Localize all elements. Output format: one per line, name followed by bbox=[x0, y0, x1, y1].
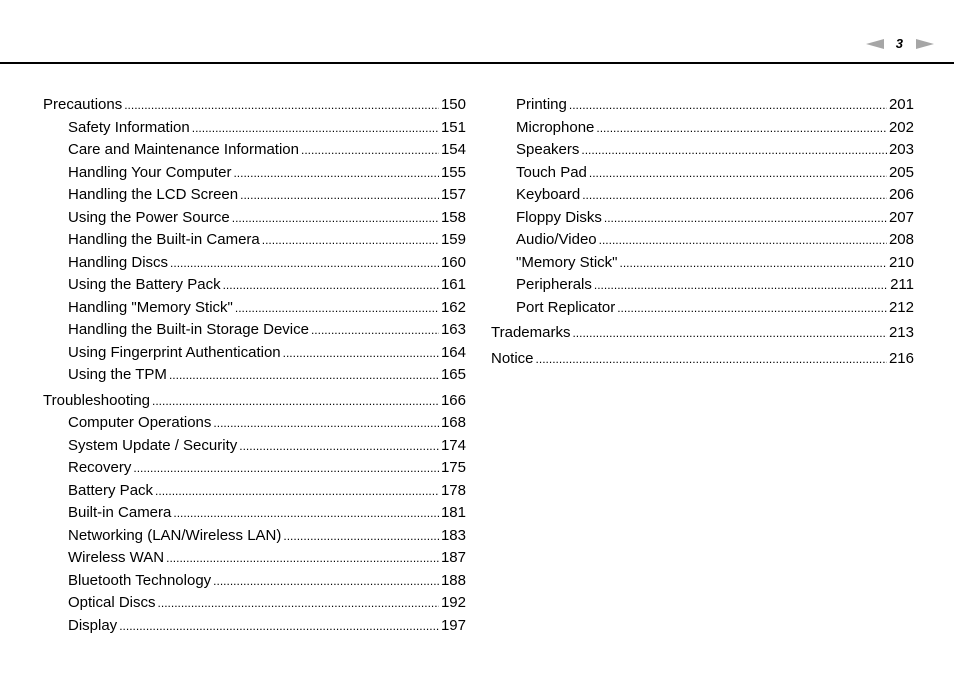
page-navigation bbox=[866, 37, 934, 51]
toc-entry-title: Troubleshooting bbox=[43, 391, 151, 409]
toc-entry[interactable] bbox=[43, 457, 466, 480]
toc-entry[interactable] bbox=[43, 615, 466, 638]
toc-entry[interactable] bbox=[43, 570, 466, 593]
dot-leader bbox=[133, 457, 439, 480]
toc-entry-page: 211 bbox=[890, 276, 914, 293]
toc-entry-page: 154 bbox=[440, 141, 466, 158]
dot-leader bbox=[152, 390, 439, 413]
toc-entry[interactable] bbox=[43, 162, 466, 185]
toc-entry-title: Using Fingerprint Authentication bbox=[68, 343, 281, 361]
dot-leader bbox=[581, 139, 887, 162]
toc-entry-title: Audio/Video bbox=[516, 231, 597, 248]
dot-leader bbox=[262, 229, 439, 252]
toc-entry-title: Bluetooth Technology bbox=[68, 571, 212, 589]
toc-entry-title: Using the Power Source bbox=[68, 208, 230, 226]
page-number: 3 bbox=[895, 36, 903, 51]
toc-entry-page: 165 bbox=[440, 366, 466, 383]
toc-entry-page: 158 bbox=[440, 208, 466, 226]
toc-entry[interactable] bbox=[491, 162, 914, 185]
dot-leader bbox=[617, 297, 887, 320]
dot-leader bbox=[311, 319, 439, 342]
toc-entry-title: Handling the Built-in Storage Device bbox=[68, 321, 309, 338]
toc-entry-title: Handling Your Computer bbox=[68, 163, 232, 181]
dot-leader bbox=[301, 139, 439, 162]
toc-section-entry[interactable] bbox=[43, 94, 466, 117]
toc-entry[interactable] bbox=[43, 547, 466, 570]
dot-leader bbox=[192, 117, 439, 140]
dot-leader bbox=[119, 615, 439, 638]
toc-entry-title: Built-in Camera bbox=[68, 504, 172, 521]
dot-leader bbox=[223, 274, 439, 297]
toc-entry-page: 155 bbox=[440, 163, 466, 181]
toc-entry-page: 188 bbox=[440, 571, 466, 589]
toc-entry-page: 202 bbox=[888, 118, 914, 136]
toc-section-entry[interactable] bbox=[491, 348, 914, 371]
toc-entry-title: Safety Information bbox=[68, 118, 190, 136]
toc-entry[interactable] bbox=[491, 229, 914, 252]
toc-entry[interactable] bbox=[43, 435, 466, 458]
toc-entry-title: Trademarks bbox=[491, 324, 571, 341]
toc-section-entry[interactable] bbox=[43, 390, 466, 413]
dot-leader bbox=[589, 162, 887, 185]
toc-entry-title: Notice bbox=[491, 349, 534, 367]
dot-leader bbox=[213, 412, 439, 435]
toc-entry[interactable] bbox=[491, 274, 914, 297]
toc-section-entry[interactable] bbox=[491, 322, 914, 345]
dot-leader bbox=[239, 435, 439, 458]
dot-leader bbox=[596, 117, 887, 140]
toc-entry-page: 164 bbox=[440, 343, 466, 361]
toc-entry-title: Handling Discs bbox=[68, 253, 169, 271]
dot-leader bbox=[283, 525, 439, 548]
toc-entry-title: Handling the Built-in Camera bbox=[68, 231, 260, 248]
toc-entry-title: Display bbox=[68, 616, 118, 634]
toc-entry-page: 216 bbox=[888, 349, 914, 367]
toc-entry-page: 201 bbox=[888, 96, 914, 113]
previous-page-arrow-icon[interactable] bbox=[866, 39, 884, 49]
toc-entry-title: Keyboard bbox=[516, 186, 581, 203]
toc-entry-title: Wireless WAN bbox=[68, 549, 165, 566]
toc-entry-page: 207 bbox=[888, 208, 914, 226]
dot-leader bbox=[240, 184, 439, 207]
toc-entry-title: Computer Operations bbox=[68, 414, 212, 431]
dot-leader bbox=[169, 364, 439, 387]
toc-entry[interactable] bbox=[43, 525, 466, 548]
toc-entry-title: System Update / Security bbox=[68, 436, 238, 454]
toc-entry-page: 187 bbox=[440, 549, 466, 566]
toc-entry[interactable] bbox=[43, 229, 466, 252]
toc-entry-title: Touch Pad bbox=[516, 163, 587, 181]
toc-entry-page: 174 bbox=[440, 436, 466, 454]
toc-entry-page: 151 bbox=[440, 118, 466, 136]
toc-entry-page: 206 bbox=[888, 186, 914, 203]
toc-entry[interactable] bbox=[43, 139, 466, 162]
toc-entry-page: 183 bbox=[440, 526, 466, 544]
toc-entry-page: 163 bbox=[440, 321, 466, 338]
dot-leader bbox=[569, 94, 887, 117]
toc-entry-title: Microphone bbox=[516, 118, 595, 136]
toc-entry-title: Precautions bbox=[43, 96, 123, 113]
toc-entry-page: 162 bbox=[440, 298, 466, 316]
toc-entry-title: Printing bbox=[516, 96, 567, 113]
dot-leader bbox=[155, 480, 439, 503]
toc-entry[interactable] bbox=[43, 117, 466, 140]
toc-entry-title: Care and Maintenance Information bbox=[68, 141, 299, 158]
dot-leader bbox=[232, 207, 439, 230]
toc-entry[interactable] bbox=[491, 94, 914, 117]
dot-leader bbox=[594, 274, 888, 297]
dot-leader bbox=[213, 570, 439, 593]
toc-entry-page: 168 bbox=[440, 414, 466, 431]
toc-entry-page: 161 bbox=[440, 276, 466, 293]
toc-entry-page: 175 bbox=[440, 459, 466, 476]
toc-entry-title: Floppy Disks bbox=[516, 208, 602, 226]
toc-right-column bbox=[491, 94, 914, 370]
toc-entry-page: 160 bbox=[440, 253, 466, 271]
toc-entry-title: Speakers bbox=[516, 141, 580, 158]
toc-entry[interactable] bbox=[43, 274, 466, 297]
toc-entry[interactable] bbox=[491, 207, 914, 230]
toc-entry-page: 197 bbox=[440, 616, 466, 634]
dot-leader bbox=[173, 502, 439, 525]
toc-entry-title: Using the TPM bbox=[68, 366, 167, 383]
toc-entry-page: 150 bbox=[440, 96, 466, 113]
toc-entry-title: Optical Discs bbox=[68, 594, 156, 611]
toc-entry[interactable] bbox=[43, 480, 466, 503]
dot-leader bbox=[582, 184, 887, 207]
toc-entry[interactable] bbox=[43, 364, 466, 387]
dot-leader bbox=[536, 348, 887, 371]
toc-entry-page: 192 bbox=[440, 594, 466, 611]
dot-leader bbox=[572, 322, 887, 345]
toc-entry[interactable] bbox=[43, 184, 466, 207]
dot-leader bbox=[233, 162, 439, 185]
toc-entry-title: Port Replicator bbox=[516, 298, 616, 316]
toc-entry[interactable] bbox=[43, 297, 466, 320]
toc-entry[interactable] bbox=[491, 117, 914, 140]
dot-leader bbox=[604, 207, 887, 230]
toc-entry[interactable] bbox=[43, 252, 466, 275]
toc-entry-page: 178 bbox=[440, 481, 466, 499]
toc-entry-page: 159 bbox=[440, 231, 466, 248]
toc-entry-title: Handling "Memory Stick" bbox=[68, 298, 233, 316]
toc-entry-page: 210 bbox=[888, 253, 914, 271]
next-page-arrow-icon[interactable] bbox=[916, 39, 934, 49]
dot-leader bbox=[124, 94, 439, 117]
dot-leader bbox=[235, 297, 439, 320]
toc-entry-page: 213 bbox=[888, 324, 914, 341]
toc-entry-page: 181 bbox=[440, 504, 466, 521]
toc-entry[interactable] bbox=[43, 592, 466, 615]
toc-entry-page: 203 bbox=[888, 141, 914, 158]
toc-entry[interactable] bbox=[43, 412, 466, 435]
toc-entry[interactable] bbox=[491, 252, 914, 275]
toc-entry-page: 157 bbox=[440, 186, 466, 203]
toc-entry-page: 205 bbox=[888, 163, 914, 181]
toc-left-column bbox=[43, 94, 466, 637]
toc-entry[interactable] bbox=[43, 342, 466, 365]
toc-entry[interactable] bbox=[43, 319, 466, 342]
toc-entry-page: 212 bbox=[888, 298, 914, 316]
toc-entry-title: Handling the LCD Screen bbox=[68, 186, 239, 203]
toc-entry-title: Peripherals bbox=[516, 276, 592, 293]
toc-entry[interactable] bbox=[43, 502, 466, 525]
toc-entry[interactable] bbox=[491, 297, 914, 320]
toc-entry-title: "Memory Stick" bbox=[516, 253, 618, 271]
toc-entry[interactable] bbox=[43, 207, 466, 230]
dot-leader bbox=[283, 342, 439, 365]
toc-entry-title: Using the Battery Pack bbox=[68, 276, 221, 293]
toc-entry-title: Battery Pack bbox=[68, 481, 154, 499]
toc-entry-title: Recovery bbox=[68, 459, 132, 476]
toc-entry-page: 208 bbox=[888, 231, 914, 248]
dot-leader bbox=[166, 547, 439, 570]
toc-entry-page: 166 bbox=[440, 391, 466, 409]
dot-leader bbox=[158, 592, 439, 615]
dot-leader bbox=[620, 252, 887, 275]
page-header bbox=[0, 0, 954, 64]
dot-leader bbox=[170, 252, 439, 275]
toc-entry[interactable] bbox=[491, 139, 914, 162]
dot-leader bbox=[599, 229, 887, 252]
toc-entry-title: Networking (LAN/Wireless LAN) bbox=[68, 526, 282, 544]
toc-entry[interactable] bbox=[491, 184, 914, 207]
